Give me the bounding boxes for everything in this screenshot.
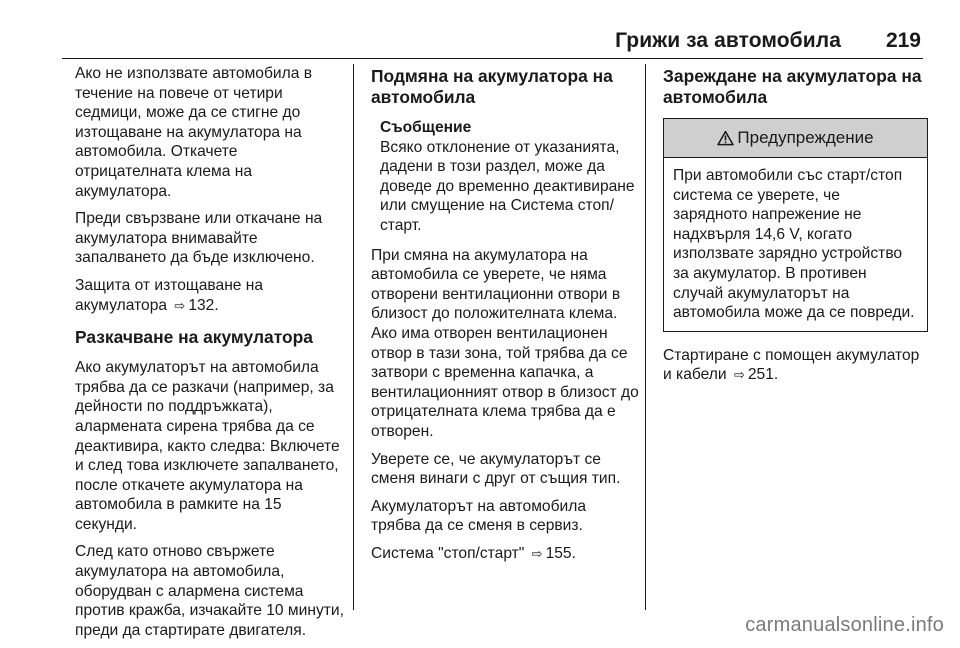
warning-header <box>664 119 927 158</box>
column-left <box>75 64 347 648</box>
paragraph-with-reference <box>75 276 347 315</box>
warning-body: При автомобили със старт/стоп система се уверете, че зарядното напрежение не надхвърля 14,6 V, когато използвате зарядно устройство за акумулатор. В противен случай акумулаторът на автомобила може да се повреди. <box>673 167 915 322</box>
paragraph-with-reference <box>663 346 928 385</box>
watermark: carmanualsonline.info <box>745 614 944 636</box>
paragraph-text: Система "стоп/старт" <box>371 544 525 562</box>
page-reference-arrow-icon: ⇨ <box>174 297 186 313</box>
paragraph-text: Стартиране с помощен акумулатор и кабели <box>663 346 920 384</box>
notice-body: Всяко отклонение от указанията, дадени в този раздел, може да доведе до временно деактивиране или смущение на Система стоп/старт. <box>380 138 635 234</box>
paragraph: Акумулаторът на автомобила трябва да се сменя в сервиз. <box>371 497 587 535</box>
section-heading: Зареждане на акумулатора на автомобила <box>663 66 922 107</box>
section-heading: Подмяна на акумулатора на автомобила <box>371 66 613 107</box>
column-divider <box>645 64 646 610</box>
page-title: Грижи за автомобила <box>615 29 841 52</box>
page-reference-arrow-icon: ⇨ <box>531 545 543 561</box>
notice-block <box>380 118 639 236</box>
paragraph: При смяна на акумулатора на автомобила се уверете, че няма отворени вентилационни отвори в близост до положителната клема. Ако има отворен вентилационен отвор в тази зона, той трябва да се затвори с временна капачка, а вентилационният отвор в близост до отрицателната клема трябва да е отворен. <box>371 246 639 440</box>
page-number: 219 <box>885 29 921 52</box>
notice-title: Съобщение <box>380 119 472 136</box>
column-divider <box>353 64 354 610</box>
page-reference-number[interactable]: 132. <box>188 296 219 314</box>
column-middle <box>371 64 639 571</box>
warning-title: Предупреждение <box>737 128 874 148</box>
page-reference-arrow-icon: ⇨ <box>733 367 745 383</box>
column-right <box>663 64 928 393</box>
page-reference-number[interactable]: 155. <box>545 544 576 562</box>
paragraph: Ако акумулаторът на автомобила трябва да се разкачи (например, за дейности по поддръжката), алармената сирена трябва да се деактивира, както следва: Включете и след това изключете запалването, после откачете акумулатора на автомобила в рамките на 15 секунди. <box>75 359 340 533</box>
paragraph: Уверете се, че акумулаторът се сменя винаги с друг от същия тип. <box>371 450 621 488</box>
warning-box <box>663 118 928 332</box>
paragraph-text: Защита от изтощаване на акумулатора <box>75 276 264 314</box>
page-header <box>62 24 923 59</box>
warning-triangle-icon <box>717 130 734 146</box>
paragraph-with-reference <box>371 544 639 564</box>
section-heading: Разкачване на акумулатора <box>75 327 313 348</box>
paragraph: Ако не използвате автомобила в течение на повече от четири седмици, може да се стигне до изтощаване на акумулатора на автомобила. Откачете отрицателната клема на акумулатора. <box>75 65 312 200</box>
page-reference-number[interactable]: 251. <box>747 366 779 384</box>
paragraph: Преди свързване или откачане на акумулатора внимавайте запалването да бъде изключено. <box>75 210 323 267</box>
paragraph: След като отново свържете акумулатора на автомобила, оборудван с алармена система против кражба, изчакайте 10 минути, преди да стартирате двигателя. <box>75 543 344 639</box>
